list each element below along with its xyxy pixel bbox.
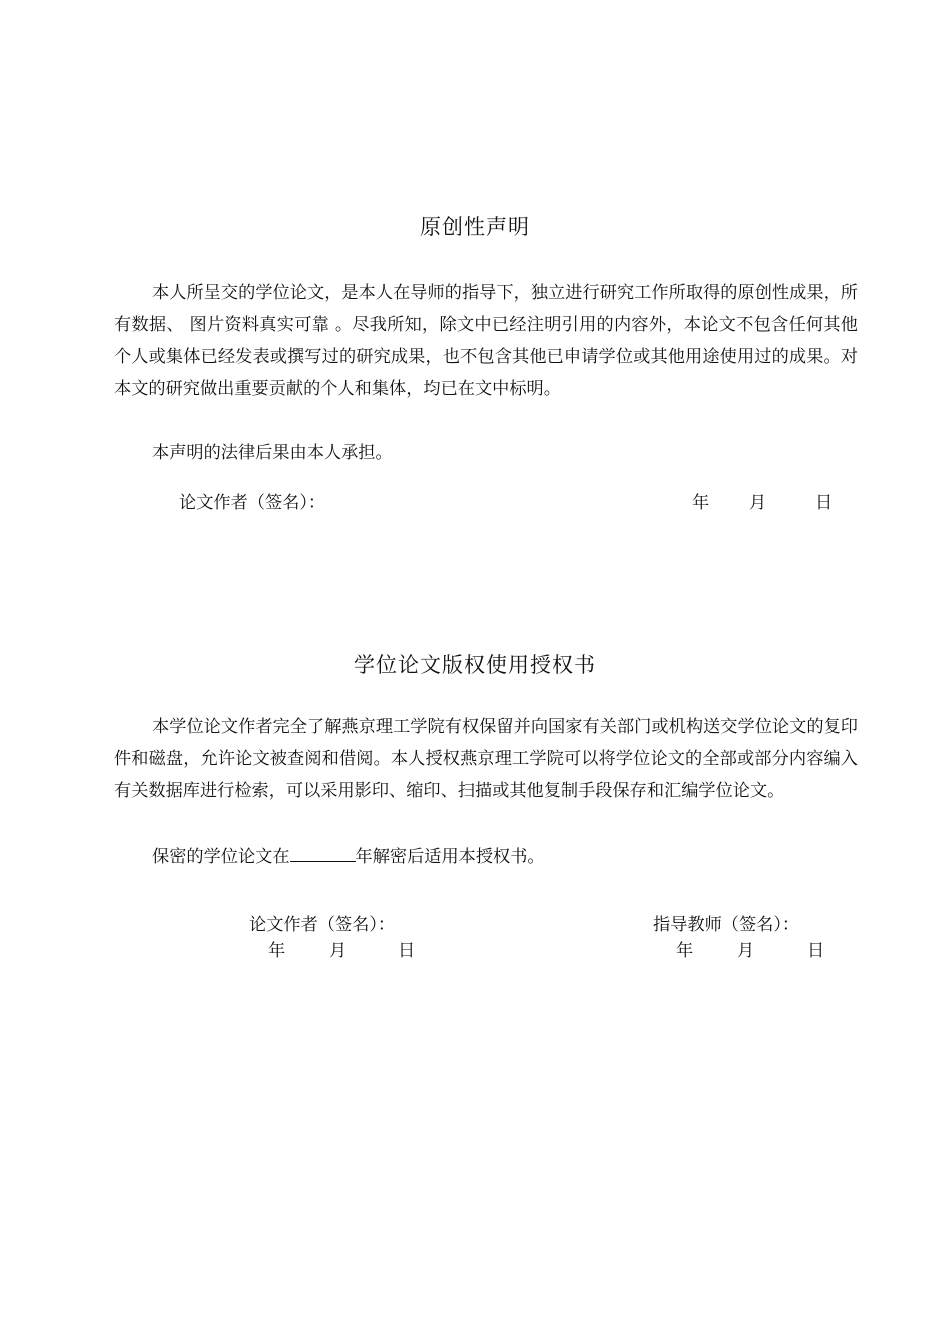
advisor-date-day: 日 bbox=[807, 941, 825, 961]
authorization-confidential-line bbox=[152, 843, 545, 869]
authorization-author-signature-label: 论文作者（签名）： bbox=[249, 915, 396, 935]
declaration-date-month: 月 bbox=[749, 493, 767, 513]
confidential-prefix: 保密的学位论文在 bbox=[152, 847, 290, 867]
declaration-date-day: 日 bbox=[815, 493, 833, 513]
authorization-title: 学位论文版权使用授权书 bbox=[354, 653, 596, 677]
declaration-date-year: 年 bbox=[692, 493, 710, 513]
author-date-year: 年 bbox=[268, 941, 286, 961]
authorization-advisor-signature-label: 指导教师（签名）： bbox=[653, 915, 800, 935]
confidential-suffix: 年解密后适用本授权书。 bbox=[355, 847, 545, 867]
authorization-body: 本学位论文作者完全了解燕京理工学院有权保留并向国家有关部门或机构送交学位论文的复印件和磁盘，允许论文被查阅和借阅。本人授权燕京理工学院可以将学位论文的全部或部分内容编入有关数据库进行检索，可以采用影印、缩印、扫描或其他复制手段保存和汇编学位论文。 bbox=[114, 717, 858, 801]
advisor-date-month: 月 bbox=[737, 941, 755, 961]
author-date-month: 月 bbox=[329, 941, 347, 961]
confidential-years-blank bbox=[290, 843, 356, 862]
author-date-day: 日 bbox=[398, 941, 416, 961]
advisor-date-year: 年 bbox=[676, 941, 694, 961]
declaration-liability: 本声明的法律后果由本人承担。 bbox=[152, 443, 393, 463]
declaration-body: 本人所呈交的学位论文，是本人在导师的指导下，独立进行研究工作所取得的原创性成果，所有数据、 图片资料真实可靠 。尽我所知，除文中已经注明引用的内容外，本论文不包含任何其他个人或集体已经发表或撰写过的研究成果，也不包含其他已申请学位或其他用途使用过的成果。对本文的研究做出重要贡献的个人和集体，均已在文中标明。 bbox=[114, 283, 858, 399]
declaration-title: 原创性声明 bbox=[420, 215, 530, 239]
declaration-author-signature-label: 论文作者（签名）： bbox=[179, 493, 326, 513]
